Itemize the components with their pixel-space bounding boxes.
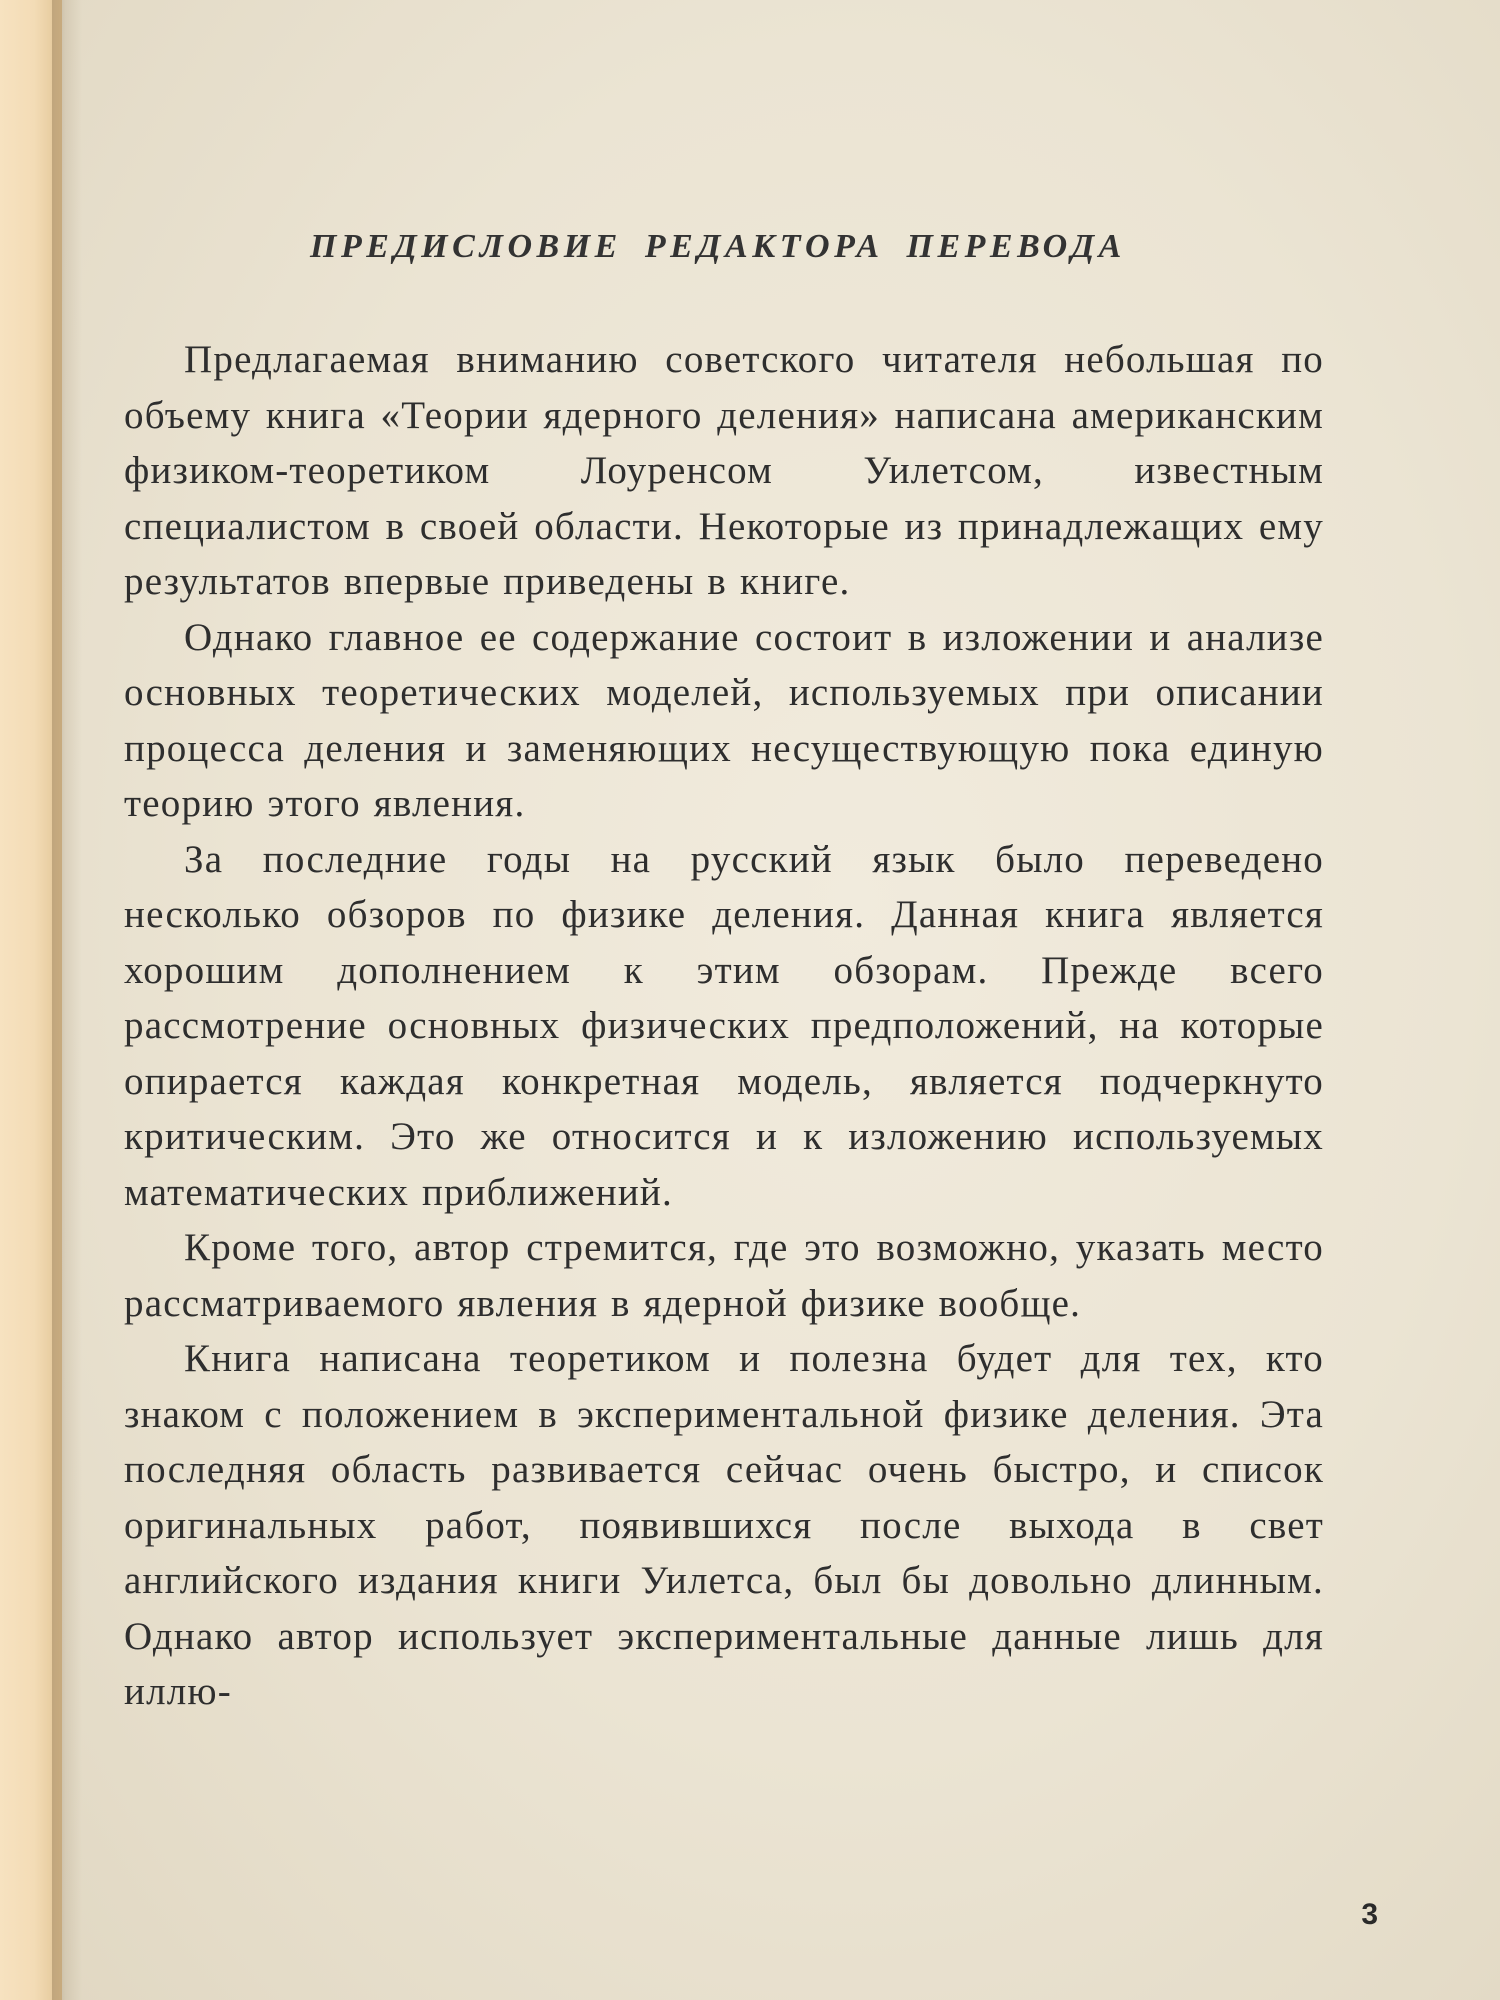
- paragraph-4: Кроме того, автор стремится, где это возможно, указать место рассматриваемого явления в ядерной физике вообще.: [124, 1226, 1324, 1325]
- paragraph-1: Предлагаемая вниманию советского читателя небольшая по объему книга «Теории ядерного деления» написана американским физиком-теоретиком Лоуренсом Уилетсом, известным специалистом в своей области. Некоторые из принадлежащих ему результатов впервые приведены в книге.: [124, 338, 1324, 603]
- paragraph-3: За последние годы на русский язык было переведено несколько обзоров по физике деления. Данная книга является хорошим дополнением к этим обзорам. Прежде всего рассмотрение основных физических предположений, на которые опирается каждая конкретная модель, является подчеркнуто критическим. Это же относится и к изложению используемых математических приближений.: [124, 837, 1324, 1214]
- body-text: [124, 332, 1324, 1720]
- page-content: [62, 0, 1500, 2000]
- paragraph-2: Однако главное ее содержание состоит в изложении и анализе основных теоретических моделей, используемых при описании процесса деления и заменяющих несуществующую пока единую теорию этого явления.: [124, 615, 1324, 825]
- page-number: 3: [1361, 1898, 1378, 1931]
- page-heading: ПРЕДИСЛОВИЕ РЕДАКТОРА ПЕРЕВОДА: [310, 228, 1126, 265]
- paragraph-5: Книга написана теоретиком и полезна будет для тех, кто знаком с положением в экспериментальной физике деления. Эта последняя область развивается сейчас очень быстро, и список оригинальных работ, появившихся после выхода в свет английского издания книги Уилетса, был бы довольно длинным. Однако автор использует экспериментальные данные лишь для иллю-: [124, 1337, 1324, 1713]
